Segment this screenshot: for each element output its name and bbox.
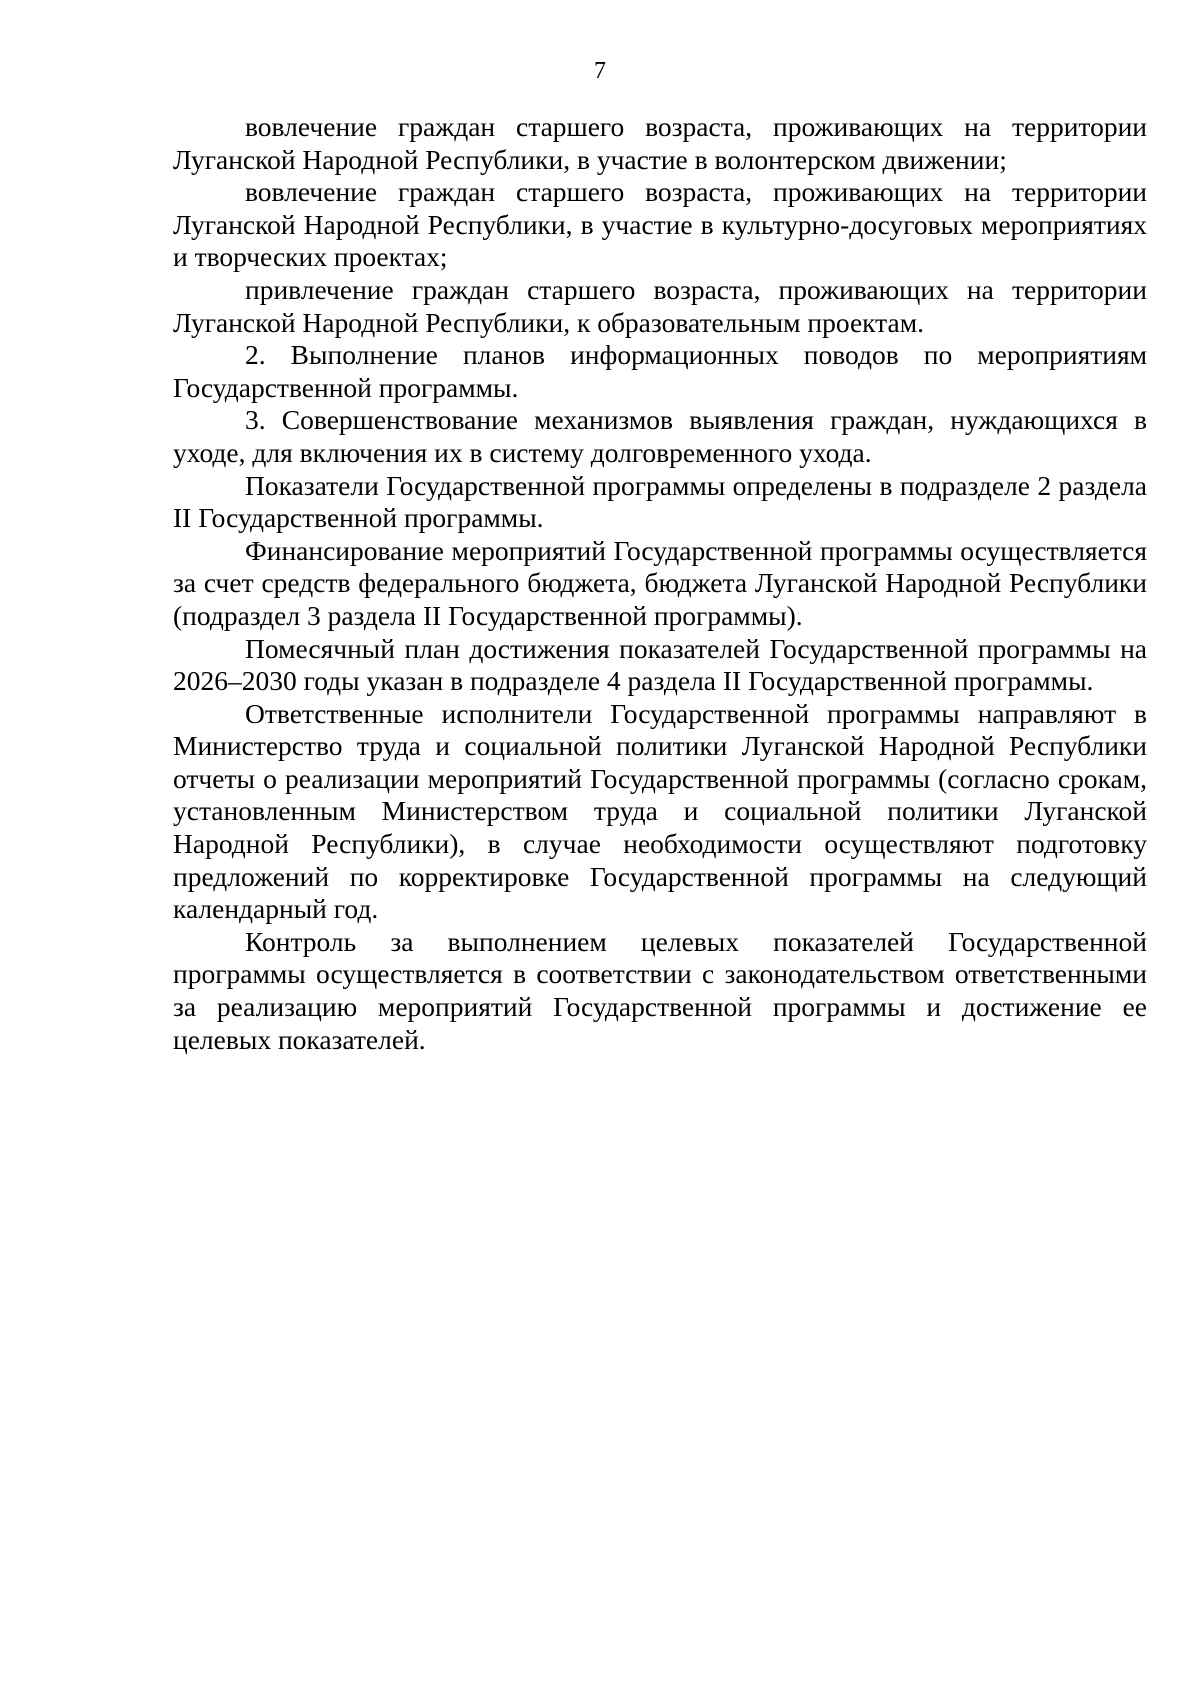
paragraph-financing: Финансирование мероприятий Государственной программы осуществляется за счет средств федерального бюджета, бюджета Луганской Народной Республики (подраздел 3 раздела II Государственной программы). — [173, 534, 1147, 631]
paragraph-item-3: 3. Совершенствование механизмов выявления граждан, нуждающихся в уходе, для включения их в систему долговременного ухода. — [173, 404, 1147, 468]
paragraph-volunteer: вовлечение граждан старшего возраста, проживающих на территории Луганской Народной Республики, в участие в волонтерском движении; — [173, 111, 1147, 175]
paragraph-control: Контроль за выполнением целевых показателей Государственной программы осуществляется в соответствии с законодательством ответственными за реализацию мероприятий Государственной программы и достижение ее целевых показателей. — [173, 925, 1147, 1055]
paragraph-cultural: вовлечение граждан старшего возраста, проживающих на территории Луганской Народной Республики, в участие в культурно-досуговых мероприятиях и творческих проектах; — [173, 176, 1147, 273]
paragraph-indicators: Показатели Государственной программы определены в подразделе 2 раздела II Государственной программы. — [173, 469, 1147, 534]
document-body — [173, 111, 1147, 1056]
paragraph-item-2: 2. Выполнение планов информационных поводов по мероприятиям Государственной программы. — [173, 339, 1147, 403]
paragraph-educational: привлечение граждан старшего возраста, проживающих на территории Луганской Народной Республики, к образовательным проектам. — [173, 273, 1147, 338]
paragraph-responsible-executors: Ответственные исполнители Государственной программы направляют в Министерство труда и социальной политики Луганской Народной Республики отчеты о реализации мероприятий Государственной программы (согласно срокам, установленным Министерством труда и социальной политики Луганской Народной Республики), в случае необходимости осуществляют подготовку предложений по корректировке Государственной программы на следующий календарный год. — [173, 697, 1147, 925]
paragraph-monthly-plan: Помесячный план достижения показателей Государственной программы на 2026–2030 годы указан в подразделе 4 раздела II Государственной программы. — [173, 632, 1147, 697]
page-number: 7 — [594, 58, 606, 84]
